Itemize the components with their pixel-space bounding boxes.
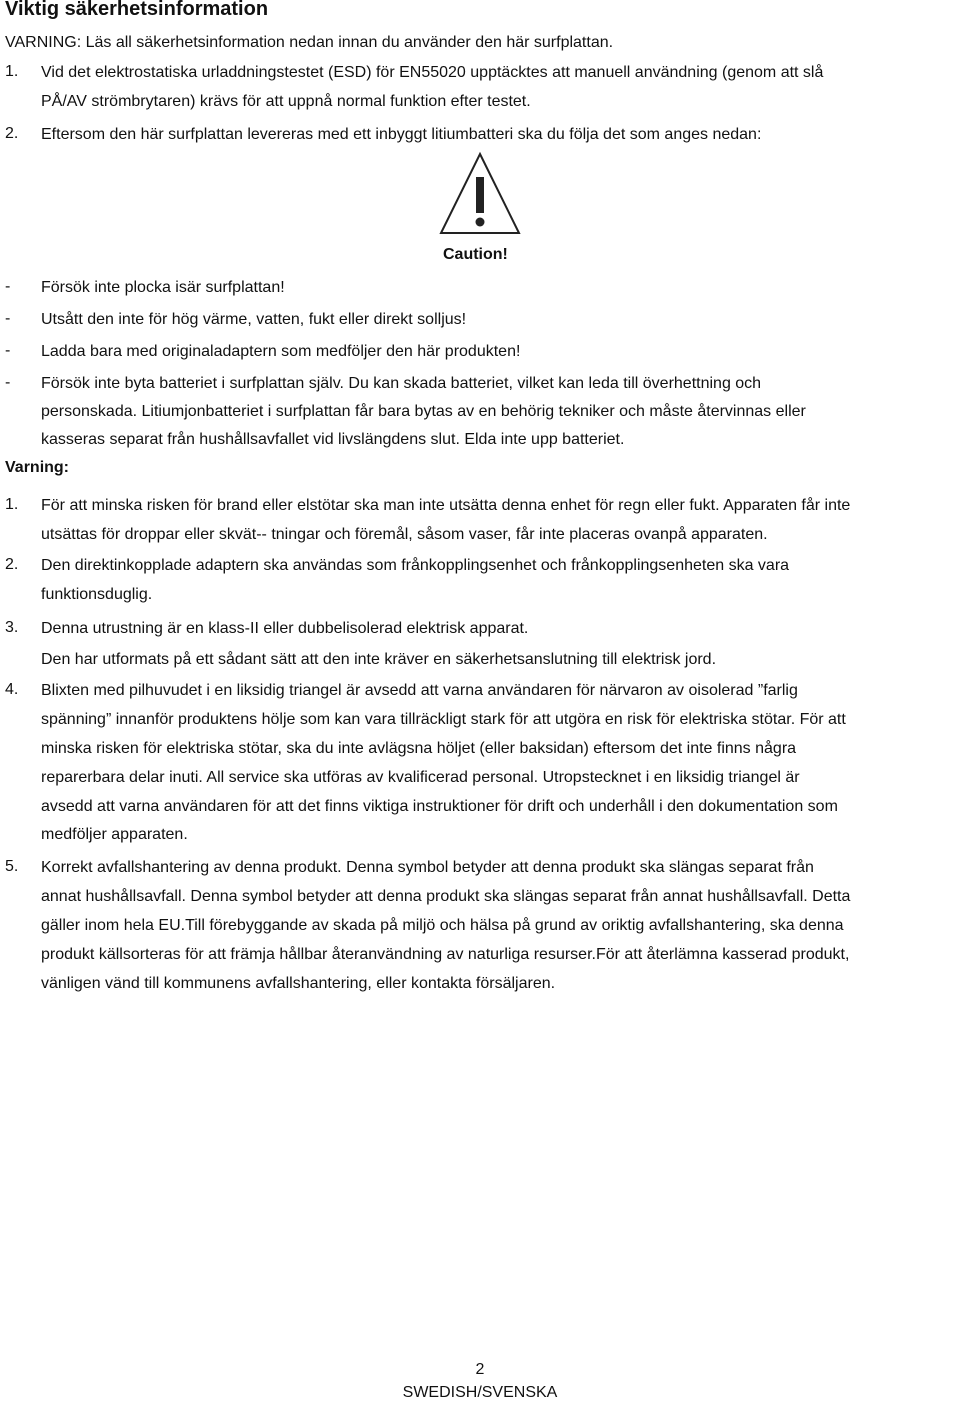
dash-item-line: Försök inte byta batteriet i surfplattan själv. Du kan skada batteriet, vilket kan leda till överhettning och [41, 375, 762, 392]
item-line: minska risken för elektriska stötar, ska du inte avlägsna höljet (eller baksidan) eftersom det inte finns några [41, 740, 797, 757]
caution-label: Caution! [443, 246, 508, 263]
item-line: Eftersom den här surfplattan levereras med ett inbyggt litiumbatteri ska du följa det som anges nedan: [41, 126, 762, 143]
item-line: Blixten med pilhuvudet i en liksidig triangel är avsedd att varna användaren för närvaron av oisolerad ”farlig [41, 682, 798, 699]
dash-bullet: - [5, 342, 11, 359]
item-line: För att minska risken för brand eller elstötar ska man inte utsätta denna enhet för regn eller fukt. Apparaten får inte [41, 497, 851, 514]
item-number: 2. [5, 556, 19, 573]
dash-item-line: Försök inte plocka isär surfplattan! [41, 279, 285, 296]
intro-warning: VARNING: Läs all säkerhetsinformation nedan innan du använder den här surfplattan. [5, 34, 614, 51]
item-number: 5. [5, 858, 19, 875]
footer-language: SWEDISH/SVENSKA [402, 1384, 558, 1401]
item-line: vänligen vänd till kommunens avfallshantering, eller kontakta försäljaren. [41, 975, 556, 992]
item-line: Den har utformats på ett sådant sätt att den inte kräver en säkerhetsanslutning till elektrisk jord. [41, 651, 717, 668]
dash-item-line: Ladda bara med originaladaptern som medföljer den här produkten! [41, 343, 521, 360]
section-heading: Varning: [5, 459, 70, 476]
item-number: 1. [5, 496, 19, 513]
item-line: medföljer apparaten. [41, 826, 188, 843]
dash-item-line: kasseras separat från hushållsavfallet vid livslängdens slut. Elda inte upp batteriet. [41, 431, 625, 448]
item-line: spänning” innanför produktens hölje som kan vara tillräckligt stark för att utgöra en risk för elektriska stötar. För att [41, 711, 846, 728]
item-line: Denna utrustning är en klass-II eller dubbelisolerad elektrisk apparat. [41, 620, 529, 637]
item-line: funktionsduglig. [41, 586, 153, 603]
item-line: gäller inom hela EU.Till förebyggande av skada på miljö och hälsa på grund av oriktig avfallshantering, ska denna [41, 917, 844, 934]
item-number: 2. [5, 125, 19, 142]
dash-bullet: - [5, 374, 11, 391]
item-line: produkt källsorteras för att främja hållbar återanvändning av naturliga resurser.För att återlämna kasserad produkt, [41, 946, 850, 963]
dash-item-line: personskada. Litiumjonbatteriet i surfplattan får bara bytas av en behörig tekniker och måste återvinnas eller [41, 403, 806, 420]
page-number: 2 [475, 1361, 485, 1378]
warning-triangle-icon [438, 151, 522, 237]
item-line: annat hushållsavfall. Denna symbol betyder att denna produkt ska slängas separat från annat hushållsavfall. Detta [41, 888, 851, 905]
item-number: 1. [5, 63, 19, 80]
item-line: PÅ/AV strömbrytaren) krävs för att uppnå normal funktion efter testet. [41, 93, 531, 110]
item-line: avsedd att varna användaren för att det finns viktiga instruktioner för drift och underhåll i den dokumentation som [41, 798, 838, 815]
item-line: Vid det elektrostatiska urladdningstestet (ESD) för EN55020 upptäcktes att manuell användning (genom att slå [41, 64, 824, 81]
page-title: Viktig säkerhetsinformation [5, 0, 269, 20]
item-line: reparerbara delar inuti. All service ska utföras av kvalificerad personal. Utropstecknet i en liksidig triangel är [41, 769, 800, 786]
dash-item-line: Utsått den inte för hög värme, vatten, fukt eller direkt solljus! [41, 311, 467, 328]
item-line: Den direktinkopplade adaptern ska användas som frånkopplingsenhet och frånkopplingsenheten ska vara [41, 557, 790, 574]
item-number: 4. [5, 681, 19, 698]
item-line: utsättas för droppar eller skvät-- tningar och föremål, såsom vaser, får inte placeras ovanpå apparaten. [41, 526, 768, 543]
item-line: Korrekt avfallshantering av denna produkt. Denna symbol betyder att denna produkt ska slängas separat från [41, 859, 814, 876]
item-number: 3. [5, 619, 19, 636]
dash-bullet: - [5, 278, 11, 295]
dash-bullet: - [5, 310, 11, 327]
